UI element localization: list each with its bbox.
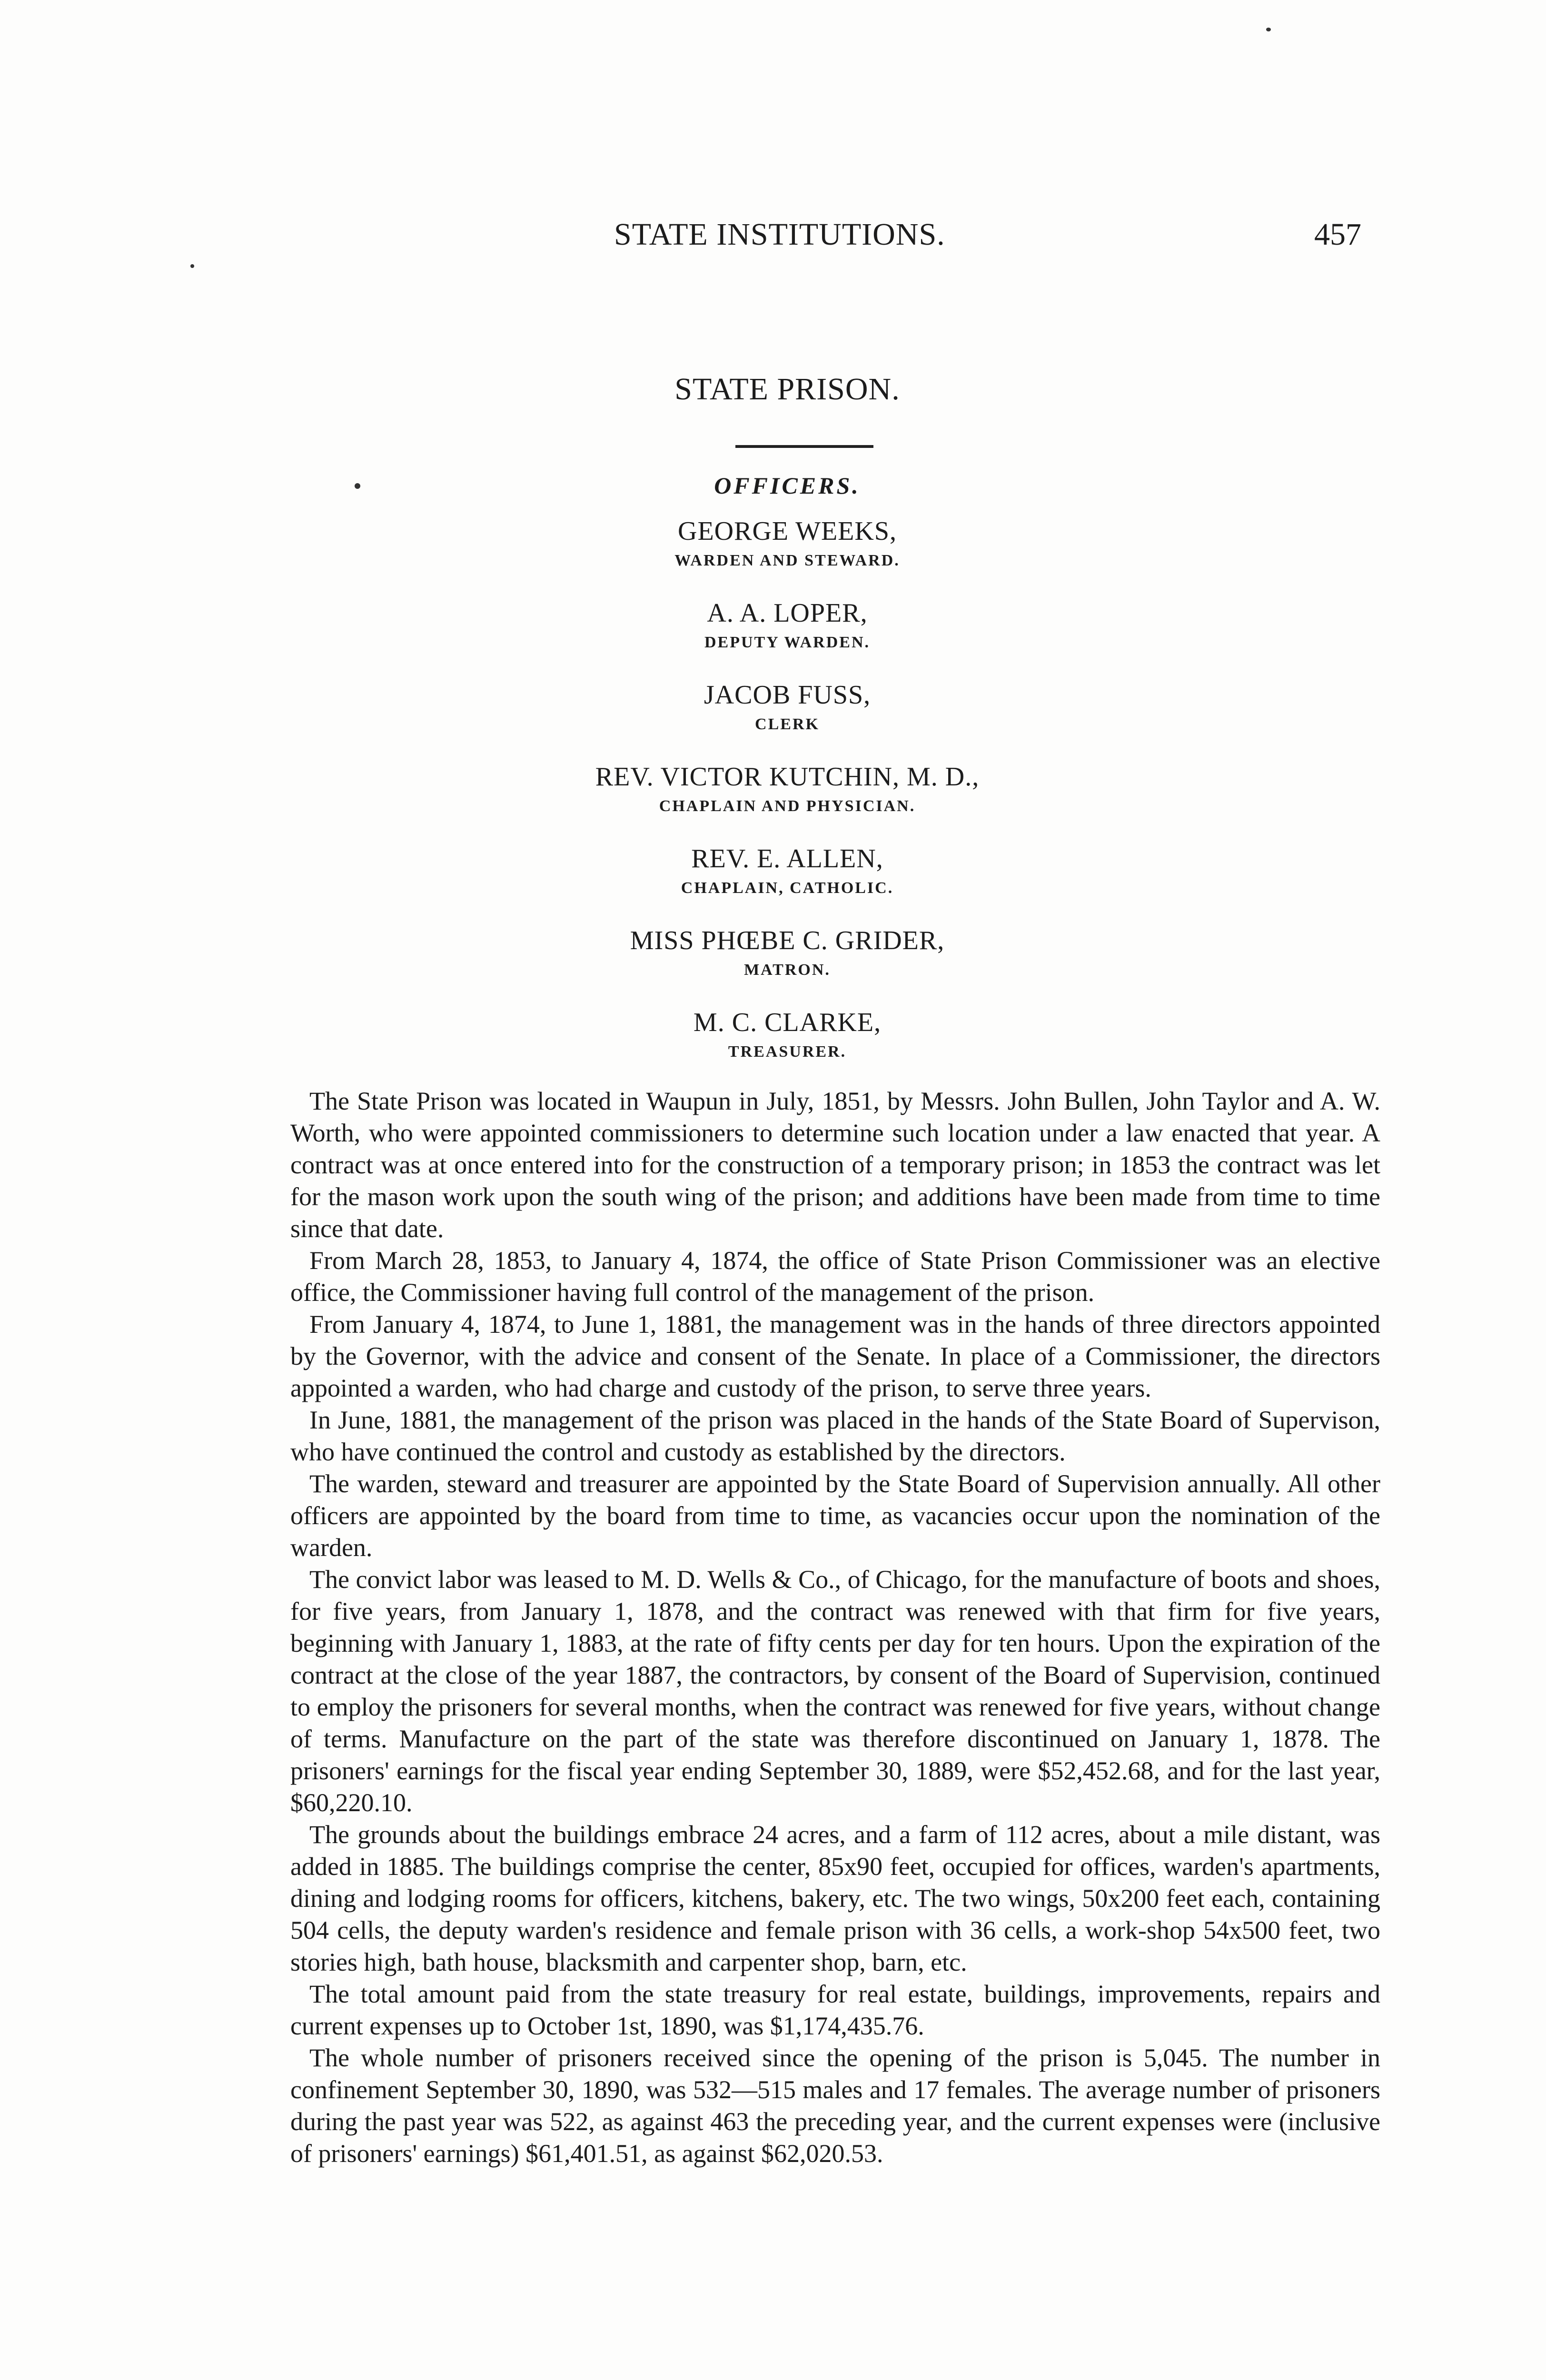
section-title: STATE PRISON.	[674, 372, 900, 407]
officers-list	[0, 471, 1546, 1085]
paragraph: The convict labor was leased to M. D. Wells & Co., of Chicago, for the manufacture of boots and shoes, for five years, from January 1, 1878, and the contract was renewed with that firm for five years, beginning with January 1, 1883, at the rate of fifty cents per day for ten hours. Upon the expiration of the contract at the close of the year 1887, the contractors, by consent of the Board of Supervision, continued to employ the prisoners for several months, when the contract was renewed for five years, without change of terms. Manufacture on the part of the state was therefore discontinued on January 1, 1878. The prisoners' earnings for the fiscal year ending September 30, 1889, were $52,452.68, and for the last year, $60,220.10.	[290, 1565, 1380, 1817]
paragraph: The total amount paid from the state treasury for real estate, buildings, improvements, repairs and current expenses up to October 1st, 1890, was $1,174,435.76.	[290, 1980, 1380, 2040]
officer-entry	[29, 758, 1546, 840]
title-rule	[735, 445, 873, 448]
officer-title: WARDEN AND STEWARD.	[674, 552, 900, 569]
officer-title: CLERK	[755, 715, 820, 733]
officer-title: CHAPLAIN AND PHYSICIAN.	[659, 797, 916, 815]
officer-entry	[29, 512, 1546, 594]
page-number: 457	[1314, 217, 1361, 252]
officer-title: MATRON.	[744, 961, 831, 979]
running-head	[614, 217, 1471, 259]
officer-name: REV. VICTOR KUTCHIN, M. D.,	[595, 762, 980, 792]
running-title: STATE INSTITUTIONS.	[614, 217, 945, 252]
paragraph: The State Prison was located in Waupun in July, 1851, by Messrs. John Bullen, John Taylor and A. W. Worth, who were appointed commissioners to determine such location under a law enacted that year. A contract was at once entered into for the construction of a temporary prison; in 1853 the contract was let for the mason work upon the south wing of the prison; and additions have been made from time to time since that date.	[290, 1087, 1380, 1243]
officer-name: REV. E. ALLEN,	[691, 844, 883, 873]
officer-title: CHAPLAIN, CATHOLIC.	[681, 879, 894, 897]
ink-speck	[190, 264, 194, 268]
officer-entry	[29, 840, 1546, 922]
body-text	[290, 1085, 1380, 2170]
paragraph: From March 28, 1853, to January 4, 1874, the office of State Prison Commissioner was an elective office, the Commissioner having full control of the management of the prison.	[290, 1246, 1380, 1307]
paragraph: The whole number of prisoners received since the opening of the prison is 5,045. The number in confinement September 30, 1890, was 532—515 males and 17 females. The average number of prisoners during the past year was 522, as against 463 the preceding year, and the current expenses were (inclusive of prisoners' earnings) $61,401.51, as against $62,020.53.	[290, 2043, 1380, 2168]
paragraph: From January 4, 1874, to June 1, 1881, the management was in the hands of three directors appointed by the Governor, with the advice and consent of the Senate. In place of a Commissioner, the directors appointed a warden, who had charge and custody of the prison, to serve three years.	[290, 1310, 1380, 1402]
officer-entry	[29, 922, 1546, 1003]
officer-name: JACOB FUSS,	[704, 680, 871, 710]
officer-name: M. C. CLARKE,	[693, 1008, 882, 1037]
officer-name: GEORGE WEEKS,	[678, 516, 897, 546]
paragraph: The warden, steward and treasurer are appointed by the State Board of Supervision annually. All other officers are appointed by the board from time to time, as vacancies occur upon the nomination of the warden.	[290, 1469, 1380, 1562]
officer-title: DEPUTY WARDEN.	[704, 634, 871, 651]
officer-entry	[29, 1003, 1546, 1085]
officer-entry	[29, 676, 1546, 758]
officer-entry	[29, 594, 1546, 676]
officer-title: TREASURER.	[728, 1043, 847, 1061]
officer-name: A. A. LOPER,	[707, 598, 868, 628]
ink-speck	[355, 483, 360, 489]
ink-speck	[1266, 28, 1271, 31]
officer-name: MISS PHŒBE C. GRIDER,	[630, 926, 945, 955]
officers-heading: OFFICERS.	[714, 472, 861, 499]
paragraph: In June, 1881, the management of the prison was placed in the hands of the State Board of Supervison, who have continued the control and custody as established by the directors.	[290, 1406, 1380, 1466]
paragraph: The grounds about the buildings embrace 24 acres, and a farm of 112 acres, about a mile distant, was added in 1885. The buildings comprise the center, 85x90 feet, occupied for offices, warden's apartments, dining and lodging rooms for officers, kitchens, bakery, etc. The two wings, 50x200 feet each, containing 504 cells, the deputy warden's residence and female prison with 36 cells, a work-shop 54x500 feet, two stories high, bath house, blacksmith and carpenter shop, barn, etc.	[290, 1820, 1380, 1976]
